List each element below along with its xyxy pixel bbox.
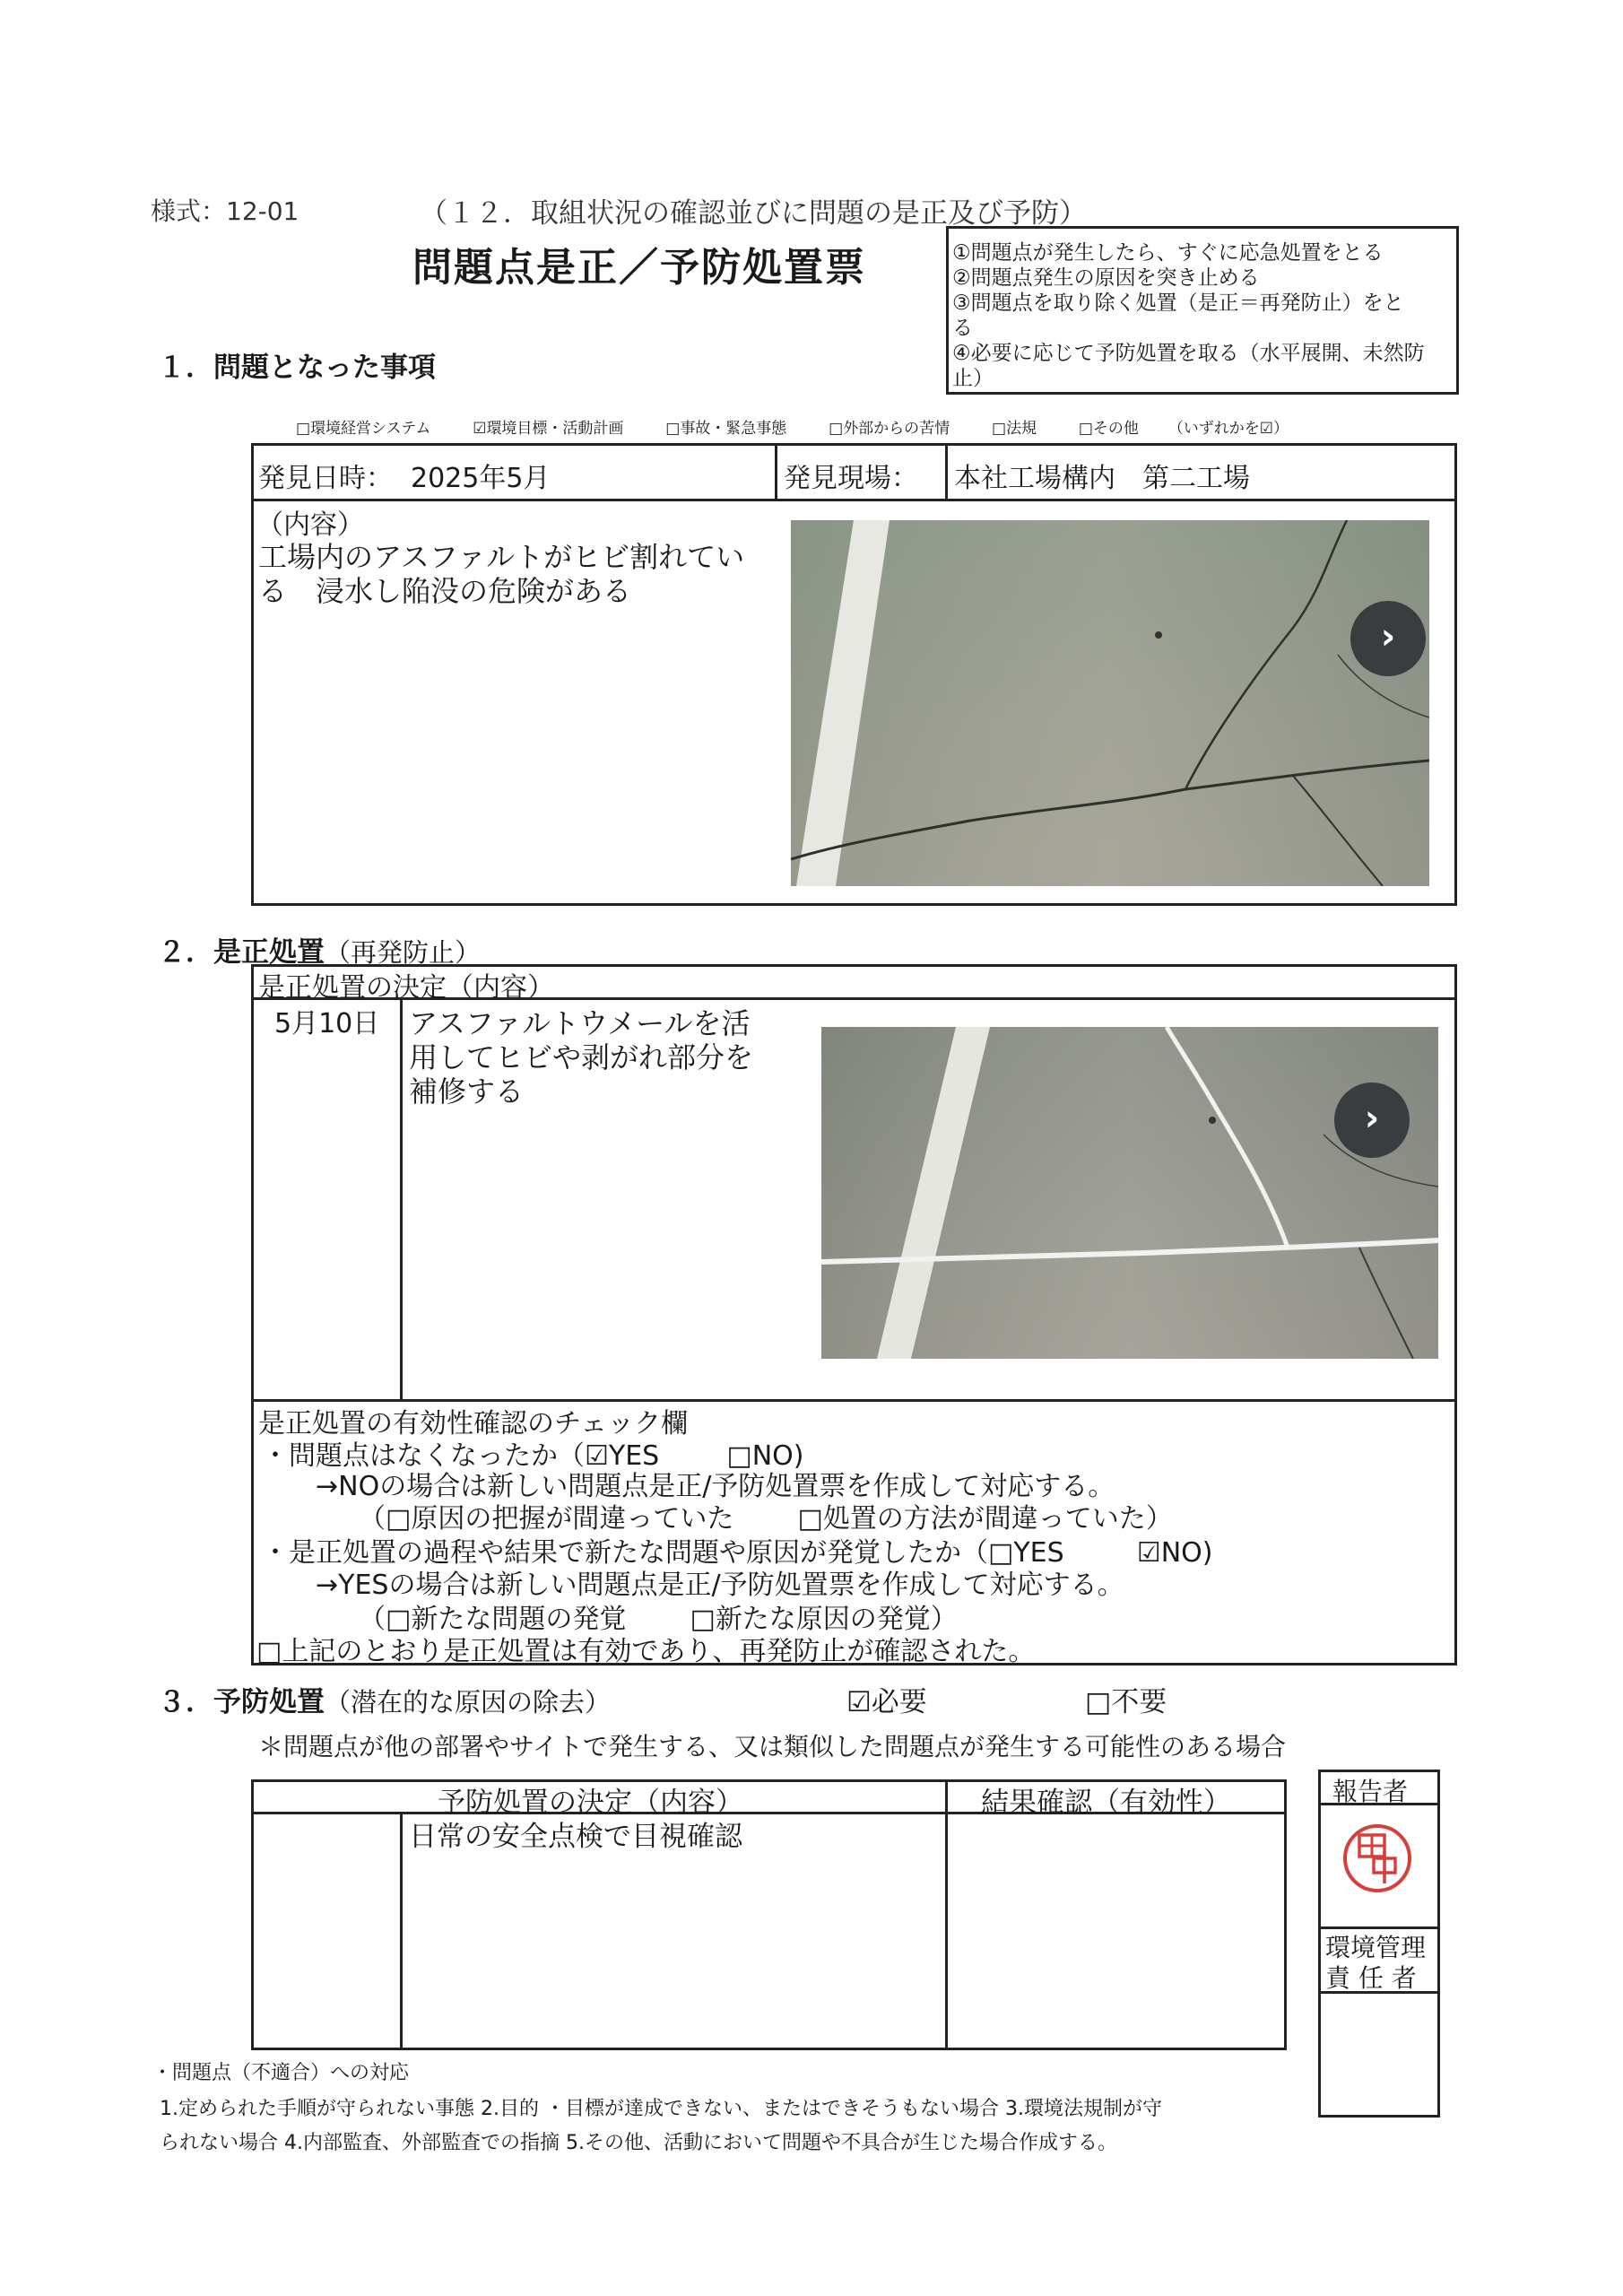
category-targets-checkbox[interactable] <box>473 420 486 438</box>
check-title: 是正処置の有効性確認のチェック欄 <box>258 1408 689 1439</box>
check-q1-reason-open: （ <box>359 1503 386 1535</box>
cracked-asphalt-image <box>791 520 1429 886</box>
section2-date-divider <box>400 997 403 1399</box>
content-line-2: る 浸水し陥没の危険がある <box>258 574 632 608</box>
manager-label-1: 環境管理 <box>1325 1933 1427 1962</box>
instruction-4: ④必要に応じて予防処置を取る（水平展開、未然防 <box>952 342 1425 365</box>
section3-col-divider-1 <box>400 1812 403 2050</box>
found-place-label: 発見現場： <box>784 463 918 494</box>
content-line-1: 工場内のアスファルトがヒビ割れてい <box>258 540 745 574</box>
check-q1-reason2-label: 処置の方法が間違っていた） <box>822 1503 1173 1535</box>
footer-line-1: 1.定められた手順が守られない事態 2.目的 ・目標が達成できない、またはできそうもない場合 3.環境法規制が守 <box>160 2098 1162 2120</box>
photo-next-button[interactable]: › <box>1350 601 1426 676</box>
footer-title: ・問題点（不適合）への対応 <box>152 2062 410 2084</box>
repaired-asphalt-image <box>821 1027 1438 1359</box>
check-confirm-checkbox[interactable] <box>256 1636 282 1667</box>
check-q2-reason2-label: 新たな原因の発覚） <box>715 1604 958 1635</box>
check-q1-no-label: NO) <box>751 1440 804 1472</box>
section3-decision-header: 予防処置の決定（内容） <box>438 1787 743 1819</box>
content-label: （内容） <box>256 509 364 541</box>
check-confirm <box>256 1629 1035 1668</box>
form-number: 様式：12-01 <box>151 196 299 226</box>
check-q1-text: ・問題点はなくなったか（ <box>262 1440 585 1472</box>
check-q2-no-checkbox[interactable] <box>1137 1537 1161 1569</box>
photo-next-button[interactable]: › <box>1334 1083 1410 1158</box>
needed-option <box>846 1679 927 1719</box>
category-ems-label: 環境経営システム <box>310 420 431 438</box>
check-q1-note: →NOの場合は新しい問題点是正/予防処置票を作成して対応する。 <box>316 1471 1115 1502</box>
not-needed-option <box>1085 1679 1167 1719</box>
section2-heading-main: ２．是正処置 <box>158 936 325 969</box>
found-date-label: 発見日時： <box>258 463 393 494</box>
category-row <box>296 415 1289 438</box>
section3-note: ＊問題点が他の部署やサイトで発生する、又は類似した問題点が発生する可能性のある場合 <box>258 1732 1287 1761</box>
section3-heading-sub: （潜在的な原因の除去） <box>325 1687 612 1718</box>
not-needed-label: 不要 <box>1111 1686 1167 1718</box>
instruction-4-cont: 止） <box>952 367 994 390</box>
section1-divider <box>251 499 1457 501</box>
action-line-2: 用してヒビや剥がれ部分を <box>409 1040 754 1074</box>
category-targets-label: 環境目標・活動計画 <box>486 420 624 438</box>
instruction-3: ③問題点を取り除く処置（是正＝再発防止）をと <box>952 291 1404 315</box>
reporter-label: 報告者 <box>1332 1777 1409 1806</box>
section1-col-divider-2 <box>945 443 948 499</box>
not-needed-checkbox[interactable] <box>1085 1686 1111 1718</box>
instructions-list <box>952 240 1456 391</box>
section3-result-header: 結果確認（有効性） <box>981 1787 1231 1819</box>
section-title: （１２．取組状況の確認並びに問題の是正及び予防） <box>420 197 1087 230</box>
needed-label: 必要 <box>871 1686 927 1718</box>
instruction-2: ②問題点発生の原因を突き止める <box>952 266 1260 290</box>
manager-label-2: 責 任 者 <box>1325 1963 1417 1993</box>
section1-col-divider-1 <box>775 443 777 499</box>
category-note: （いずれかを☑） <box>1167 420 1289 438</box>
needed-checkbox[interactable] <box>846 1686 872 1718</box>
section3-table <box>251 1779 1287 2050</box>
instruction-3-cont: る <box>952 317 973 340</box>
section2-heading-sub: （再発防止） <box>325 937 482 968</box>
action-date: 5月10日 <box>274 1008 380 1039</box>
category-law-checkbox[interactable] <box>992 420 1006 438</box>
page-title: 問題点是正／予防処置票 <box>412 245 866 291</box>
check-q2-no-label: NO) <box>1160 1537 1213 1569</box>
reporter-seal <box>1340 1821 1415 1896</box>
section3-decision-text: 日常の安全点検で目視確認 <box>409 1821 742 1853</box>
category-accident-label: 事故・緊急事態 <box>680 420 787 438</box>
category-complaint-checkbox[interactable] <box>829 420 843 438</box>
instruction-1: ①問題点が発生したら、すぐに応急処置をとる <box>952 241 1384 265</box>
repair-photo <box>821 1027 1438 1359</box>
section1-heading: １．問題となった事項 <box>158 352 436 384</box>
action-line-3: 補修する <box>409 1074 525 1109</box>
category-law-label: 法規 <box>1006 420 1037 438</box>
check-q2-yes-label: YES <box>1013 1537 1064 1569</box>
check-q2-text: ・是正処置の過程や結果で新たな問題や原因が発覚したか（ <box>262 1537 988 1569</box>
check-q2-reason1-label: 新たな問題の発覚 <box>411 1604 627 1635</box>
check-confirm-label: 上記のとおり是正処置は有効であり、再発防止が確認された。 <box>282 1636 1036 1667</box>
category-complaint-label: 外部からの苦情 <box>843 420 950 438</box>
action-line-1: アスファルトウメールを活 <box>409 1006 751 1040</box>
seal-stamp-icon <box>1340 1821 1415 1896</box>
problem-photo <box>791 520 1429 886</box>
section3-col-divider-2 <box>945 1779 948 2050</box>
check-q1-yes-label: YES <box>608 1440 660 1472</box>
found-place-value: 本社工場構内 第二工場 <box>954 463 1250 494</box>
category-accident-checkbox[interactable] <box>665 420 680 438</box>
check-q2-note: →YESの場合は新しい問題点是正/予防処置票を作成して対応する。 <box>316 1570 1124 1601</box>
category-other-label: その他 <box>1092 420 1139 438</box>
check-q1-reason1-label: 原因の把握が間違っていた <box>411 1503 734 1535</box>
section3-heading <box>158 1679 611 1719</box>
section3-heading-main: ３．予防処置 <box>158 1686 325 1718</box>
check-q2-reason-open: （ <box>359 1604 386 1635</box>
category-other-checkbox[interactable] <box>1079 420 1093 438</box>
decision-label: 是正処置の決定（内容） <box>258 972 554 1004</box>
category-ems-checkbox[interactable] <box>296 420 310 438</box>
footer-line-2: られない場合 4.内部監査、外部監査での指摘 5.その他、活動において問題や不具合が生じた場合作成する。 <box>160 2132 1117 2154</box>
found-date-value: 2025年5月 <box>411 463 551 494</box>
